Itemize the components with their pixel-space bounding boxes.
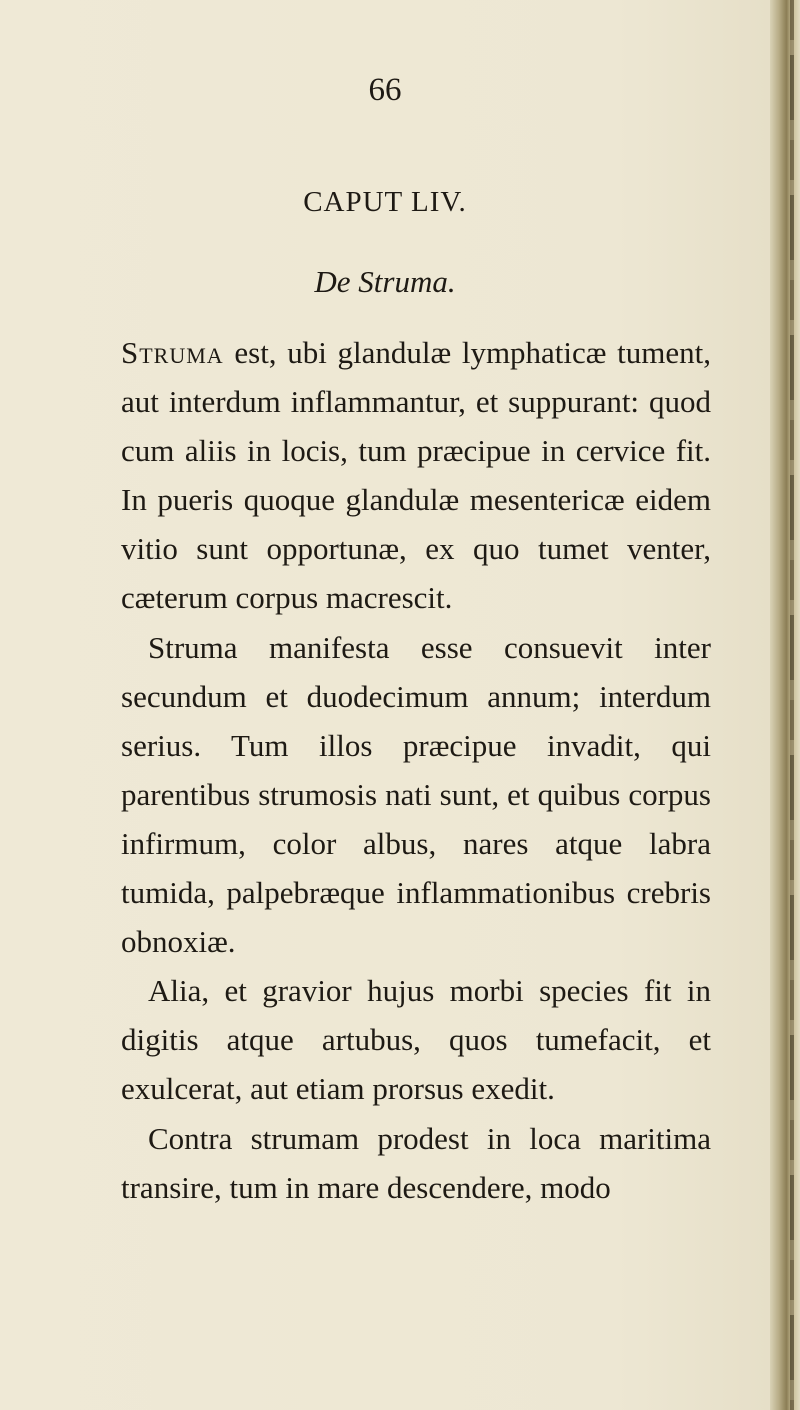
book-binding-edge [770, 0, 800, 1410]
chapter-heading: CAPUT LIV. [303, 186, 467, 218]
paragraph-3: Alia, et gravior hujus morbi species fit in digitis atque artubus, quos tumefacit, et exulcerat, aut etiam prorsus exedit. [121, 973, 711, 1107]
lead-word: Struma [121, 335, 224, 370]
binding-shadow [790, 0, 794, 1410]
paragraph-1 [121, 328, 711, 623]
paragraph-2: Struma manifesta esse consuevit inter secundum et duodecimum annum; interdum serius. Tum illos præcipue invadit, qui parentibus strumosis nati sunt, et quibus corpus infirmum, color albus, nares atque labra tumida, palpebræque inflammationibus crebris obnoxiæ. [121, 629, 711, 960]
page-number: 66 [368, 72, 402, 108]
body-text [121, 328, 711, 1212]
paragraph-1-text: est, ubi glandulæ lymphaticæ tument, aut interdum inflammantur, et suppurant: quod cum aliis in locis, tum præcipue in cervice fit. In pueris quoque glandulæ mesentericæ eidem vitio sunt opportunæ, ex quo tumet venter, cæterum corpus macrescit. [121, 335, 711, 616]
chapter-title: De Struma. [314, 264, 456, 299]
paragraph-4: Contra strumam prodest in loca maritima transire, tum in mare descendere, modo [121, 1120, 711, 1205]
